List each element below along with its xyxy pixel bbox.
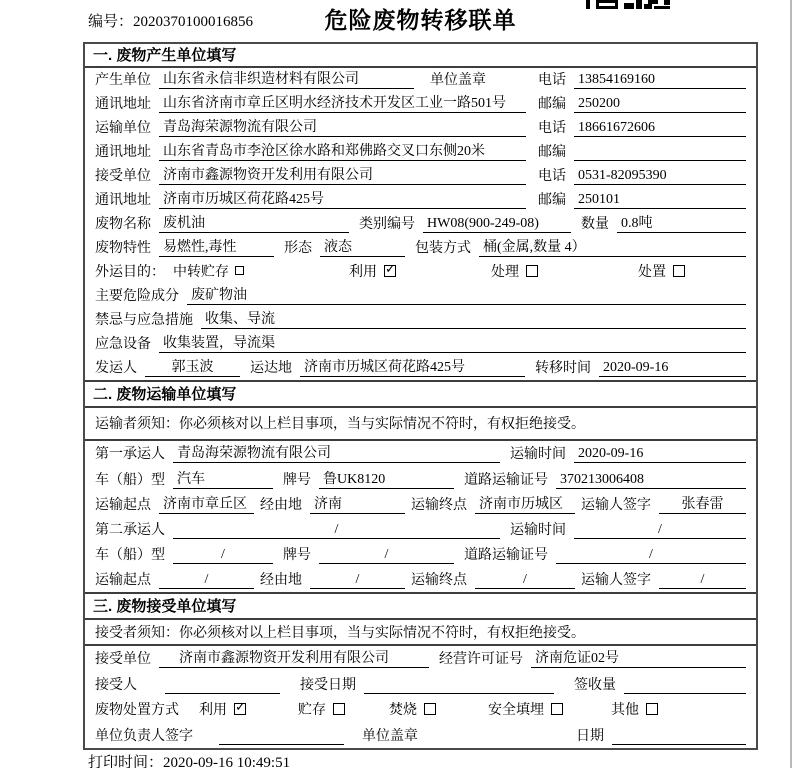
disposal-method-row — [85, 697, 756, 723]
vehicle-type-label: 车（船）型 — [95, 472, 165, 488]
shipper-value: 郭玉波 — [145, 356, 240, 377]
checkbox-incinerate — [424, 703, 436, 715]
waste-name-label: 废物名称 — [95, 216, 151, 232]
transporter-phone-value: 18661672606 — [574, 120, 746, 137]
shipper-label: 发运人 — [95, 360, 137, 376]
checkbox-other — [646, 703, 658, 715]
transport-time-label: 运输时间 — [510, 447, 566, 463]
receiver-address-value: 济南市历城区荷花路425号 — [159, 188, 526, 209]
acceptor-value — [165, 693, 280, 694]
vehicle-type-value: 汽车 — [173, 468, 273, 489]
transporter-address-row — [85, 140, 756, 164]
unit-seal-label: 单位盖章 — [430, 72, 486, 88]
received-amount-label: 签收量 — [574, 677, 616, 693]
waste-traits-value: 易燃性,毒性 — [159, 236, 274, 257]
accept-date-label: 接受日期 — [300, 677, 356, 693]
zip-label: 邮编 — [538, 144, 566, 160]
origin-label: 运输起点 — [95, 497, 151, 513]
print-time-value: 2020-09-16 10:49:51 — [163, 755, 291, 768]
address-label: 通讯地址 — [95, 96, 151, 112]
producer-address-value: 山东省济南市章丘区明水经济技术开发区工业一路501号 — [159, 92, 526, 113]
manifest-form-table — [83, 42, 758, 750]
plate-number-2-value: / — [319, 547, 454, 564]
checkbox-utilize — [384, 265, 396, 277]
print-time-label: 打印时间： — [88, 755, 164, 768]
option-label: 利用 — [349, 264, 377, 280]
license-number-label: 经营许可证号 — [439, 652, 523, 668]
transfer-time-label: 转移时间 — [535, 360, 591, 376]
checkbox-dispose — [673, 265, 685, 277]
received-amount-value — [624, 693, 746, 694]
page-right-edge — [790, 0, 792, 768]
option-label: 中转贮存 — [173, 264, 229, 280]
carrier-signature-value: 张春雷 — [659, 493, 746, 514]
disposal-option — [389, 699, 436, 719]
address-label: 通讯地址 — [95, 192, 151, 208]
zip-label: 邮编 — [538, 96, 566, 112]
origin-2-value: / — [159, 572, 254, 589]
checkbox-transfer-storage — [235, 266, 244, 275]
producer-unit-row — [85, 68, 756, 92]
vehicle-row-2 — [85, 542, 756, 567]
producer-phone-value: 13854169160 — [574, 72, 746, 89]
disposal-option — [298, 699, 345, 719]
transporter-unit-value: 青岛海荣源物流有限公司 — [159, 116, 526, 137]
receiver-unit-value: 济南市鑫源物资开发利用有限公司 — [159, 164, 526, 185]
road-permit-2-value: / — [556, 547, 746, 564]
responsible-signature-row — [85, 722, 756, 748]
first-carrier-value: 青岛海荣源物流有限公司 — [173, 442, 500, 463]
waste-traits-label: 废物特性 — [95, 240, 151, 256]
road-permit-label: 道路运输证号 — [464, 472, 548, 488]
first-carrier-row — [85, 441, 756, 466]
taboo-measures-row — [85, 308, 756, 332]
producer-unit-label: 产生单位 — [95, 72, 151, 88]
origin-value: 济南市章丘区 — [159, 493, 254, 514]
destination-label: 运达地 — [250, 360, 292, 376]
second-carrier-value: / — [173, 522, 500, 539]
checkbox-utilize-2 — [234, 703, 246, 715]
transporter-unit-label: 运输单位 — [95, 120, 151, 136]
option-label: 安全填埋 — [488, 703, 544, 719]
packing-value: 桶(金属,数量 4） — [479, 236, 746, 257]
checkbox-landfill — [551, 703, 563, 715]
disposal-option — [199, 699, 246, 719]
taboo-measures-label: 禁忌与应急措施 — [95, 312, 193, 328]
disposal-option — [488, 699, 563, 719]
responsible-signature-label: 单位负责人签字 — [95, 728, 193, 744]
hazard-component-label: 主要危险成分 — [95, 288, 179, 304]
acceptor-row — [85, 671, 756, 697]
purpose-option — [349, 261, 396, 281]
accepting-unit-row — [85, 646, 756, 672]
receiver-unit-row — [85, 164, 756, 188]
phone-label: 电话 — [538, 168, 566, 184]
physical-form-label: 形态 — [284, 240, 312, 256]
receiver-phone-value: 0531-82095390 — [574, 168, 746, 185]
receiver-unit-label: 接受单位 — [95, 168, 151, 184]
section-1-title: 一. 废物产生单位填写 — [85, 44, 756, 68]
address-label: 通讯地址 — [95, 144, 151, 160]
date-value — [612, 744, 746, 745]
acceptor-label: 接受人 — [95, 677, 137, 693]
producer-unit-value: 山东省永信非织造材料有限公司 — [159, 68, 414, 89]
phone-label: 电话 — [538, 72, 566, 88]
hazard-component-value: 废矿物油 — [187, 284, 746, 305]
option-label: 焚烧 — [389, 703, 417, 719]
destination-value: 济南市历城区荷花路425号 — [300, 356, 525, 377]
transfer-purpose-row — [85, 260, 756, 284]
transfer-time-value: 2020-09-16 — [599, 360, 746, 377]
category-code-label: 类别编号 — [359, 216, 415, 232]
shipper-row — [85, 356, 756, 380]
transport-time-label: 运输时间 — [510, 522, 566, 538]
checkbox-treat — [526, 265, 538, 277]
route-row-1 — [85, 492, 756, 517]
form-number-label: 编号： — [88, 14, 134, 30]
transport-time-2-value: / — [574, 522, 746, 539]
plate-number-value: 鲁UK8120 — [319, 468, 454, 489]
via-label: 经由地 — [260, 572, 302, 588]
unit-seal-label: 单位盖章 — [362, 728, 418, 744]
via-value: 济南 — [310, 493, 405, 514]
endpoint-label: 运输终点 — [411, 497, 467, 513]
hazard-component-row — [85, 284, 756, 308]
vehicle-type-2-value: / — [173, 547, 273, 564]
emergency-equipment-label: 应急设备 — [95, 336, 151, 352]
purpose-option — [173, 261, 244, 281]
print-time — [88, 751, 290, 768]
responsible-signature-value — [219, 744, 344, 745]
origin-label: 运输起点 — [95, 572, 151, 588]
carrier-signature-2-value: / — [659, 572, 746, 589]
route-row-2 — [85, 567, 756, 592]
emergency-equipment-row — [85, 332, 756, 356]
waste-traits-row — [85, 236, 756, 260]
via-2-value: / — [310, 572, 405, 589]
plate-number-label: 牌号 — [283, 472, 311, 488]
option-label: 利用 — [199, 703, 227, 719]
category-code-value: HW08(900-249-08) — [423, 216, 571, 233]
accepting-unit-label: 接受单位 — [95, 652, 151, 668]
quantity-label: 数量 — [581, 216, 609, 232]
purpose-option — [491, 261, 538, 281]
receiver-zip-value: 250101 — [574, 192, 746, 209]
plate-number-label: 牌号 — [283, 547, 311, 563]
carrier-signature-label: 运输人签字 — [581, 572, 651, 588]
physical-form-value: 液态 — [320, 236, 405, 257]
transporter-zip-value — [574, 160, 746, 161]
transfer-purpose-label: 外运目的： — [95, 264, 165, 280]
disposal-method-label: 废物处置方式 — [95, 703, 179, 719]
endpoint-label: 运输终点 — [411, 572, 467, 588]
qr-code-fragment — [586, 0, 670, 9]
option-label: 处理 — [491, 264, 519, 280]
receiver-address-row — [85, 188, 756, 212]
vehicle-row-1 — [85, 466, 756, 491]
emergency-equipment-value: 收集装置，导流渠 — [159, 332, 746, 353]
date-label: 日期 — [576, 728, 604, 744]
option-label: 贮存 — [298, 703, 326, 719]
quantity-value: 0.8吨 — [617, 212, 746, 233]
license-number-value: 济南危证02号 — [531, 647, 746, 668]
zip-label: 邮编 — [538, 192, 566, 208]
accept-date-value — [364, 693, 554, 694]
second-carrier-row — [85, 517, 756, 542]
receiver-notice: 接受者须知：你必须核对以上栏目事项，当与实际情况不符时，有权拒绝接受。 — [85, 620, 756, 646]
purpose-option — [638, 261, 685, 281]
transport-time-value: 2020-09-16 — [574, 446, 746, 463]
option-label: 处置 — [638, 264, 666, 280]
endpoint-value: 济南市历城区 — [475, 493, 575, 514]
taboo-measures-value: 收集、导流 — [201, 308, 746, 329]
waste-name-value: 废机油 — [159, 212, 349, 233]
second-carrier-label: 第二承运人 — [95, 522, 165, 538]
waste-name-row — [85, 212, 756, 236]
transporter-address-value: 山东省青岛市李沧区徐水路和郑佛路交叉口东侧20米 — [159, 140, 526, 161]
packing-label: 包装方式 — [415, 240, 471, 256]
road-permit-label: 道路运输证号 — [464, 547, 548, 563]
endpoint-2-value: / — [475, 572, 575, 589]
carrier-signature-label: 运输人签字 — [581, 497, 651, 513]
form-number-value: 2020370100016856 — [133, 14, 254, 30]
producer-address-row — [85, 92, 756, 116]
phone-label: 电话 — [538, 120, 566, 136]
first-carrier-label: 第一承运人 — [95, 447, 165, 463]
accepting-unit-value: 济南市鑫源物资开发利用有限公司 — [159, 647, 429, 668]
transporter-unit-row — [85, 116, 756, 140]
road-permit-value: 370213006408 — [556, 472, 746, 489]
vehicle-type-label: 车（船）型 — [95, 547, 165, 563]
via-label: 经由地 — [260, 497, 302, 513]
checkbox-store — [333, 703, 345, 715]
document-title: 危险废物转移联单 — [324, 7, 517, 33]
disposal-option — [611, 699, 658, 719]
producer-zip-value: 250200 — [574, 96, 746, 113]
section-2-title: 二. 废物运输单位填写 — [85, 380, 756, 408]
transporter-notice: 运输者须知：你必须核对以上栏目事项，当与实际情况不符时，有权拒绝接受。 — [85, 408, 756, 442]
option-label: 其他 — [611, 703, 639, 719]
section-3-title: 三. 废物接受单位填写 — [85, 592, 756, 620]
